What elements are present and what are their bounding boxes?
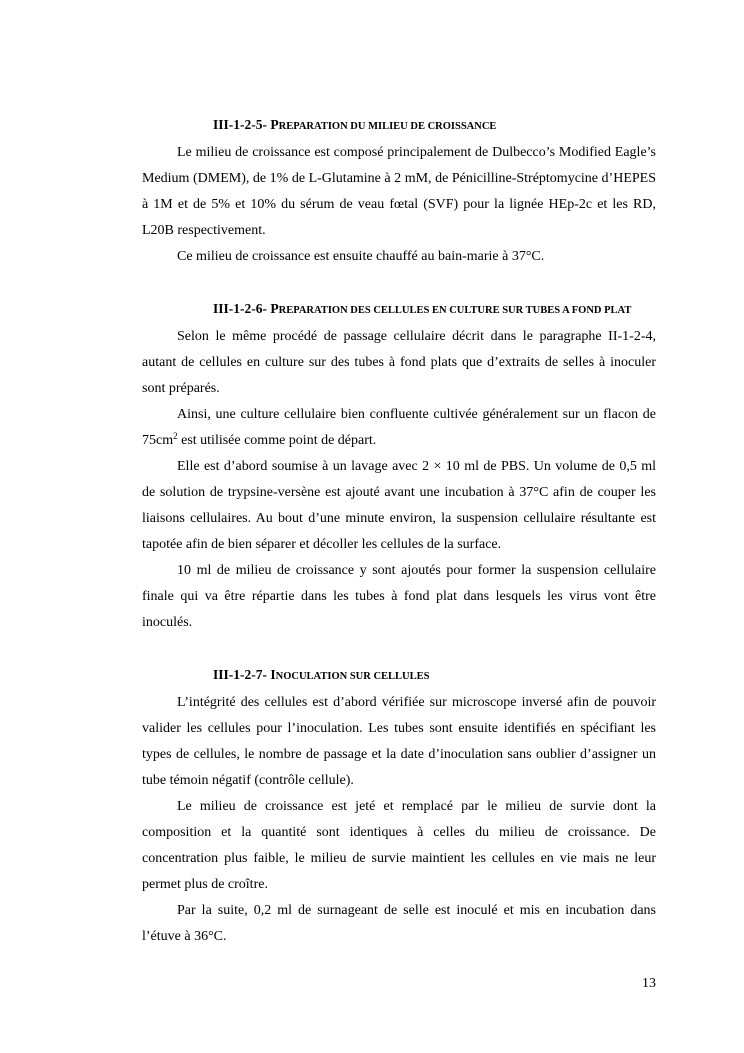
section-heading-inoculation	[142, 662, 656, 690]
section-number: III-1-2-7-	[213, 667, 267, 682]
paragraph: Selon le même procédé de passage cellulaire décrit dans le paragraphe II-1-2-4, autant de cellules en culture sur des tubes à fond plats que d’extraits de selles à inoculer sont préparés.	[142, 329, 656, 396]
page-number: 13	[642, 976, 656, 991]
section-title-initial: P	[270, 301, 279, 316]
section-number: III-1-2-5-	[213, 117, 267, 132]
section-title-initial: P	[270, 117, 279, 132]
paragraph: Le milieu de croissance est composé principalement de Dulbecco’s Modified Eagle’s Medium (DMEM), de 1% de L-Glutamine à 2 mM, de Pénicilline-Stréptomycine d’HEPES à 1M et de 5% et 10% du sérum de veau fœtal (SVF) pour la lignée HEp-2c et les RD, L20B respectivement.	[142, 145, 656, 238]
paragraph: Elle est d’abord soumise à un lavage avec 2 × 10 ml de PBS. Un volume de 0,5 ml de solution de trypsine-versène est ajouté avant une incubation à 37°C afin de couper les liaisons cellulaires. Au bout d’une minute environ, la suspension cellulaire résultante est tapotée afin de bien séparer et décoller les cellules de la surface.	[142, 459, 656, 552]
section-number: III-1-2-6-	[213, 301, 267, 316]
section-heading-milieu-croissance	[142, 112, 656, 140]
section-title: NOCULATION SUR CELLULES	[275, 671, 430, 682]
section-spacer	[142, 636, 656, 662]
section-title: REPARATION DU MILIEU DE CROISSANCE	[278, 121, 497, 132]
paragraph-flacon	[142, 402, 656, 454]
section-title: REPARATION DES CELLULES EN CULTURE SUR TUBES A FOND PLAT	[278, 305, 632, 316]
paragraph-text: est utilisée comme point de départ.	[177, 433, 377, 448]
paragraph: 10 ml de milieu de croissance y sont ajoutés pour former la suspension cellulaire finale qui va être répartie dans les tubes à fond plat dans lesquels les virus vont être inoculés.	[142, 563, 656, 630]
section-spacer	[142, 270, 656, 296]
paragraph: L’intégrité des cellules est d’abord vérifiée sur microscope inversé afin de pouvoir valider les cellules pour l’inoculation. Les tubes sont ensuite identifiés en spécifiant les types de cellules, le nombre de passage et la date d’inoculation sans oublier d’assigner un tube témoin négatif (contrôle cellule).	[142, 695, 656, 788]
paragraph: Le milieu de croissance est jeté et remplacé par le milieu de survie dont la composition et la quantité sont identiques à celles du milieu de croissance. De concentration plus faible, le milieu de survie maintient les cellules en vie mais ne leur permet plus de croître.	[142, 799, 656, 892]
paragraph-text: Ainsi, une culture cellulaire bien confluente cultivée généralement sur un flacon de 75cm	[142, 407, 656, 448]
page-content	[142, 112, 656, 950]
section-title-initial: I	[270, 667, 276, 682]
section-heading-preparation-cellules	[142, 296, 656, 324]
superscript: 2	[173, 431, 178, 441]
paragraph: Ce milieu de croissance est ensuite chauffé au bain-marie à 37°C.	[177, 249, 545, 264]
paragraph: Par la suite, 0,2 ml de surnageant de selle est inoculé et mis en incubation dans l’étuve à 36°C.	[142, 903, 656, 944]
